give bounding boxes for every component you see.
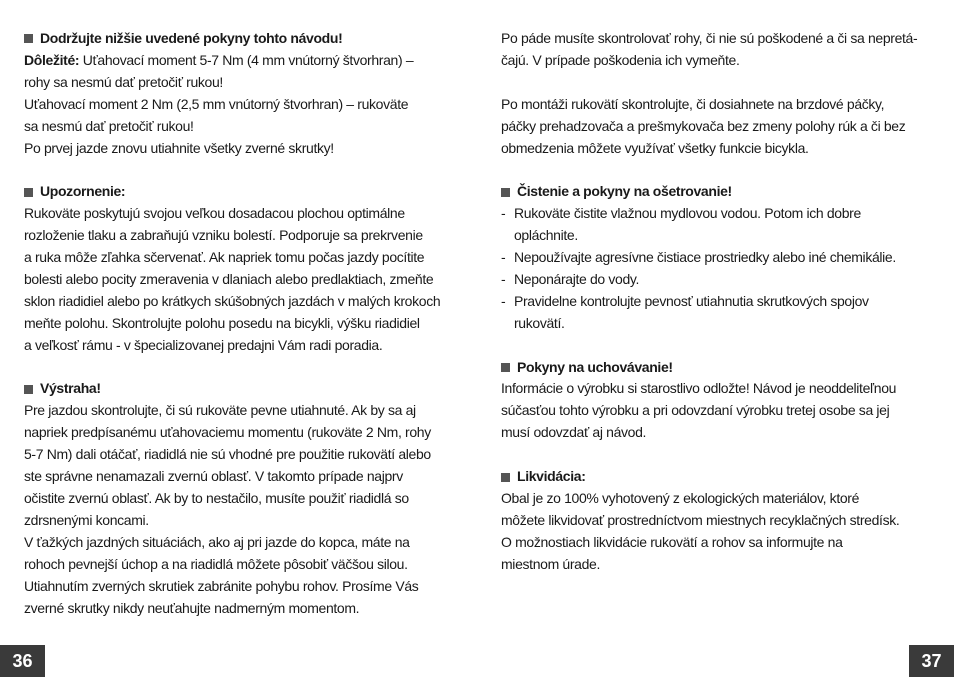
body-line: 5-7 Nm) dali otáčať, riadidlá nie sú vhodné pre použitie rukovätí alebo (24, 446, 431, 463)
body-line: Obal je zo 100% vyhotovený z ekologických materiálov, ktoré (501, 489, 860, 506)
list-item: - Rukoväte čistite vlažnou mydlovou vodou. Potom ich dobre opláchnite. (501, 203, 931, 247)
dash-bullet-icon: - (501, 270, 506, 287)
body-line: a veľkosť rámu - v špecializovanej predajni Vám radi poradia. (24, 336, 383, 353)
body-line: môžete likvidovať prostredníctvom miestnych recyklačných stredísk. (501, 511, 900, 528)
body-line: musí odovzdať aj návod. (501, 424, 647, 441)
square-bullet-icon (24, 34, 33, 43)
body-line: Po páde musíte skontrolovať rohy, či nie sú poškodené a či sa nepretá- (501, 30, 918, 46)
left-page-column (24, 28, 454, 619)
body-line: sklon riadidiel alebo po krátkych skúšobných jazdách v malých krokoch (24, 292, 441, 309)
square-bullet-icon (24, 385, 33, 394)
section-heading-warning: Výstraha! (24, 378, 454, 400)
body-line: napriek predpísanému uťahovaciemu momentu (rukoväte 2 Nm, rohy (24, 424, 431, 441)
body-line: Pre jazdou skontrolujte, či sú rukoväte pevne utiahnuté. Ak by sa aj (24, 402, 416, 419)
square-bullet-icon (24, 188, 33, 197)
page-number-left: 36 (0, 645, 45, 677)
dash-bullet-icon: - (501, 249, 506, 266)
square-bullet-icon (501, 363, 510, 372)
page-number-right: 37 (909, 645, 954, 677)
body-line: Rukoväte poskytujú svojou veľkou dosadacou plochou optimálne (24, 205, 405, 222)
section-heading-storage: Pokyny na uchovávanie! (501, 357, 931, 379)
list-item: - Neponárajte do vody. (501, 269, 931, 291)
body-line: rohoch pevnejší úchop a na riadidlá môžete pôsobiť väčšou silou. (24, 555, 408, 572)
body-line: O možnostiach likvidácie rukovätí a rohov sa informujte na (501, 533, 843, 550)
body-line: Uťahovací moment 2 Nm (2,5 mm vnútorný štvorhran) – rukoväte (24, 95, 409, 112)
section-heading-disposal: Likvidácia: (501, 466, 931, 488)
body-line: rohy sa nesmú dať pretočiť rukou! (24, 73, 223, 90)
body-line: miestnom úrade. (501, 555, 601, 572)
section-heading-cleaning: Čistenie a pokyny na ošetrovanie! (501, 181, 931, 203)
body-line: súčasťou tohto výrobku a pri odovzdaní výrobku tretej osobe sa jej (501, 402, 890, 419)
section-heading-instructions: Dodržujte nižšie uvedené pokyny tohto návodu! (24, 28, 454, 50)
section-heading-warning-note: Upozornenie: (24, 181, 454, 203)
body-line: meňte polohu. Skontrolujte polohu posedu na bicykli, výšku riadidiel (24, 314, 420, 331)
body-line: V ťažkých jazdných situáciách, ako aj pri jazde do kopca, máte na (24, 533, 410, 550)
body-line: Utiahnutím zverných skrutiek zabránite pohybu rohov. Prosíme Vás (24, 577, 419, 594)
body-line: ste správne nenamazali zvernú oblasť. V takomto prípade najprv (24, 468, 403, 485)
body-line: Informácie o výrobku si starostlivo odložte! Návod je neoddeliteľnou (501, 380, 897, 397)
square-bullet-icon (501, 188, 510, 197)
body-line: čajú. V prípade poškodenia ich vymeňte. (501, 51, 740, 68)
body-line: rozloženie tlaku a zabraňujú vzniku bolestí. Podporuje sa prekrvenie (24, 227, 423, 244)
body-line: a ruka môže zľahka sčervenať. Ak napriek tomu počas jazdy pocítite (24, 249, 425, 266)
body-line: zverné skrutky nikdy neuťahujte nadmerným momentom. (24, 599, 360, 616)
body-line: bolesti alebo pocity zmeravenia v dlaniach alebo predlaktiach, zmeňte (24, 270, 434, 287)
body-line: sa nesmú dať pretočiť rukou! (24, 117, 194, 134)
body-line: Po montáži rukovätí skontrolujte, či dosiahnete na brzdové páčky, (501, 95, 885, 112)
body-line: páčky prehadzovača a prešmykovača bez zmeny polohy rúk a či bez (501, 117, 906, 134)
list-item: - Nepoužívajte agresívne čistiace prostriedky alebo iné chemikálie. (501, 247, 931, 269)
body-line: očistite zvernú oblasť. Ak by to nestačilo, musíte použiť riadidlá so (24, 490, 409, 506)
important-line: Dôležité: Uťahovací moment 5-7 Nm (4 mm vnútorný štvorhran) – (24, 51, 414, 68)
body-line: obmedzenia môžete využívať všetky funkcie bicykla. (501, 139, 809, 156)
square-bullet-icon (501, 473, 510, 482)
dash-bullet-icon: - (501, 292, 506, 309)
dash-bullet-icon: - (501, 205, 506, 222)
list-item: - Pravidelne kontrolujte pevnosť utiahnutia skrutkových spojov rukovätí. (501, 291, 931, 335)
body-line: zdrsnenými koncami. (24, 511, 149, 528)
body-line: Po prvej jazde znovu utiahnite všetky zverné skrutky! (24, 139, 334, 156)
right-page-column (501, 28, 931, 576)
important-label: Dôležité: (24, 51, 80, 68)
